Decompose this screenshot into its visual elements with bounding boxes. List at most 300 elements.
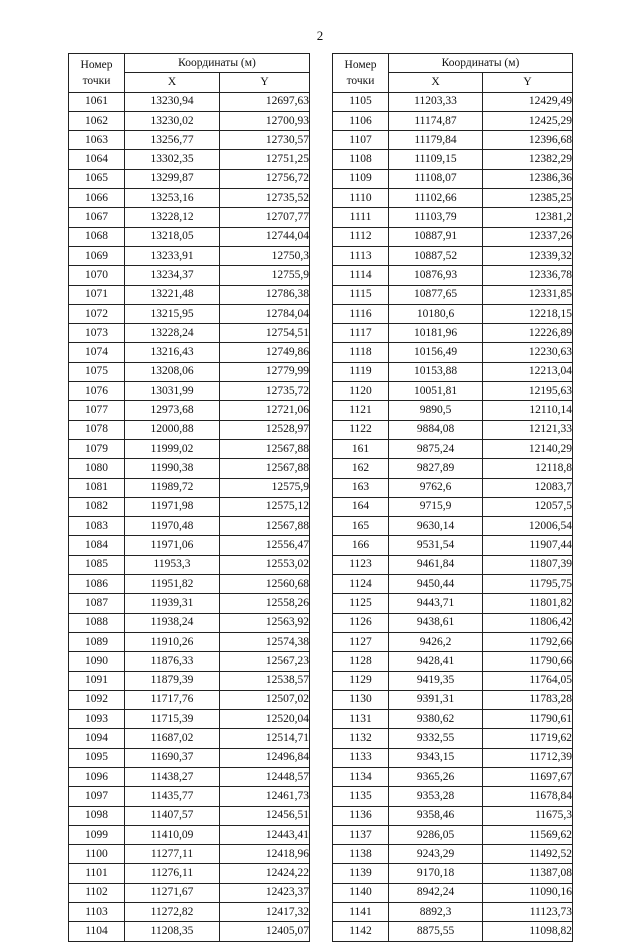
table-row [333,150,573,169]
y-coordinate-cell: 11790,61 [483,710,573,729]
x-coordinate-cell: 12000,88 [125,420,220,439]
table-row [333,652,573,671]
table-row [333,382,573,401]
table-row [69,922,310,941]
point-number-cell: 1061 [69,92,125,111]
table-row [333,169,573,188]
y-header: Y [483,73,573,92]
y-coordinate-cell: 11790,66 [483,652,573,671]
point-number-header-line2: точки [346,74,375,87]
point-number-cell: 1078 [69,420,125,439]
y-coordinate-cell: 12528,97 [220,420,310,439]
x-coordinate-cell: 8875,55 [389,922,483,941]
y-coordinate-cell: 12405,07 [220,922,310,941]
table-row [69,555,310,574]
table-row [69,594,310,613]
point-number-cell: 1082 [69,497,125,516]
y-coordinate-cell: 12337,26 [483,227,573,246]
table-row [333,710,573,729]
point-number-cell: 1122 [333,420,389,439]
point-number-cell: 1070 [69,266,125,285]
table-row [69,536,310,555]
table-row [69,517,310,536]
point-number-cell: 1064 [69,150,125,169]
table-row [69,324,310,343]
y-coordinate-cell: 12707,77 [220,208,310,227]
table-row [69,806,310,825]
x-coordinate-cell: 13234,37 [125,266,220,285]
table-row [69,671,310,690]
x-coordinate-cell: 11989,72 [125,478,220,497]
point-number-cell: 1063 [69,131,125,150]
point-number-cell: 1096 [69,767,125,786]
x-coordinate-cell: 11271,67 [125,883,220,902]
x-coordinate-cell: 9531,54 [389,536,483,555]
table-row [69,787,310,806]
y-coordinate-cell: 12423,37 [220,883,310,902]
x-coordinate-cell: 11953,3 [125,555,220,574]
point-number-cell: 1111 [333,208,389,227]
y-coordinate-cell: 12558,26 [220,594,310,613]
point-number-cell: 1114 [333,266,389,285]
table-row [69,150,310,169]
y-coordinate-cell: 12567,88 [220,439,310,458]
x-coordinate-cell: 11970,48 [125,517,220,536]
x-coordinate-cell: 13233,91 [125,246,220,265]
y-coordinate-cell: 11764,05 [483,671,573,690]
y-coordinate-cell: 12755,9 [220,266,310,285]
y-coordinate-cell: 12381,2 [483,208,573,227]
y-coordinate-cell: 12385,25 [483,189,573,208]
x-coordinate-cell: 9353,28 [389,787,483,806]
y-coordinate-cell: 11492,52 [483,845,573,864]
table-row [69,748,310,767]
y-coordinate-cell: 12461,73 [220,787,310,806]
point-number-cell: 1118 [333,343,389,362]
table-row [69,767,310,786]
x-coordinate-cell: 9890,5 [389,401,483,420]
point-number-cell: 1105 [333,92,389,111]
point-number-cell: 162 [333,459,389,478]
x-coordinate-cell: 13228,24 [125,324,220,343]
point-number-cell: 1073 [69,324,125,343]
point-number-cell: 165 [333,517,389,536]
table-row [333,362,573,381]
y-coordinate-cell: 12730,57 [220,131,310,150]
x-coordinate-cell: 13208,06 [125,362,220,381]
point-number-cell: 1089 [69,632,125,651]
y-coordinate-cell: 12083,7 [483,478,573,497]
point-number-cell: 1127 [333,632,389,651]
table-row [333,671,573,690]
table-row [69,266,310,285]
y-coordinate-cell: 12749,86 [220,343,310,362]
table-row [69,729,310,748]
x-header: X [389,73,483,92]
table-row [69,632,310,651]
table-row [69,208,310,227]
x-coordinate-cell: 13299,87 [125,169,220,188]
x-coordinate-cell: 10181,96 [389,324,483,343]
table-row [69,343,310,362]
x-coordinate-cell: 10153,88 [389,362,483,381]
y-coordinate-cell: 12382,29 [483,150,573,169]
x-coordinate-cell: 12973,68 [125,401,220,420]
y-coordinate-cell: 12331,85 [483,285,573,304]
point-number-cell: 1137 [333,825,389,844]
y-coordinate-cell: 12520,04 [220,710,310,729]
point-number-cell: 1103 [69,903,125,922]
table-row [69,459,310,478]
y-coordinate-cell: 11792,66 [483,632,573,651]
x-coordinate-cell: 9630,14 [389,517,483,536]
y-coordinate-cell: 11098,82 [483,922,573,941]
table-row [333,478,573,497]
x-coordinate-cell: 10887,52 [389,246,483,265]
x-coordinate-cell: 13221,48 [125,285,220,304]
y-coordinate-cell: 12700,93 [220,111,310,130]
point-number-cell: 1071 [69,285,125,304]
y-coordinate-cell: 12496,84 [220,748,310,767]
point-number-cell: 1076 [69,382,125,401]
point-number-cell: 1083 [69,517,125,536]
y-coordinate-cell: 11387,08 [483,864,573,883]
point-number-cell: 1121 [333,401,389,420]
x-coordinate-cell: 11876,33 [125,652,220,671]
table-row [333,304,573,323]
table-row [333,246,573,265]
x-coordinate-cell: 9461,84 [389,555,483,574]
x-coordinate-cell: 11971,98 [125,497,220,516]
y-coordinate-cell: 12230,63 [483,343,573,362]
x-coordinate-cell: 11208,35 [125,922,220,941]
y-coordinate-cell: 12417,32 [220,903,310,922]
x-coordinate-cell: 11179,84 [389,131,483,150]
x-coordinate-cell: 13230,02 [125,111,220,130]
y-coordinate-cell: 12118,8 [483,459,573,478]
y-coordinate-cell: 11090,16 [483,883,573,902]
point-number-header-line1: Номер [80,58,113,71]
point-number-cell: 1107 [333,131,389,150]
x-coordinate-cell: 10887,91 [389,227,483,246]
table-row [69,575,310,594]
x-coordinate-cell: 9450,44 [389,575,483,594]
point-number-header-line1: Номер [344,58,377,71]
point-number-cell: 1133 [333,748,389,767]
y-coordinate-cell: 11712,39 [483,748,573,767]
x-coordinate-cell: 9875,24 [389,439,483,458]
x-coordinate-cell: 11109,15 [389,150,483,169]
point-number-cell: 1085 [69,555,125,574]
y-coordinate-cell: 12575,9 [220,478,310,497]
table-row [69,189,310,208]
point-number-header [333,54,389,93]
table-row [333,285,573,304]
table-row [333,536,573,555]
point-number-cell: 1077 [69,401,125,420]
x-coordinate-cell: 10156,49 [389,343,483,362]
table-row [333,903,573,922]
point-number-header-line2: точки [82,74,111,87]
table-row [69,401,310,420]
table-row [333,227,573,246]
table-row [69,613,310,632]
coordinates-header: Координаты (м) [125,54,310,73]
point-number-cell: 1091 [69,671,125,690]
right-table-body [333,92,573,941]
point-number-cell: 1132 [333,729,389,748]
point-number-cell: 1136 [333,806,389,825]
table-row [333,883,573,902]
table-row [333,324,573,343]
x-coordinate-cell: 9243,29 [389,845,483,864]
y-coordinate-cell: 12575,12 [220,497,310,516]
x-coordinate-cell: 11272,82 [125,903,220,922]
table-row [69,478,310,497]
y-coordinate-cell: 12756,72 [220,169,310,188]
table-row [333,420,573,439]
y-coordinate-cell: 11806,42 [483,613,573,632]
x-coordinate-cell: 9332,55 [389,729,483,748]
y-header: Y [220,73,310,92]
x-coordinate-cell: 11939,31 [125,594,220,613]
y-coordinate-cell: 12507,02 [220,690,310,709]
x-coordinate-cell: 9884,08 [389,420,483,439]
point-number-cell: 1108 [333,150,389,169]
x-coordinate-cell: 9438,61 [389,613,483,632]
x-coordinate-cell: 11971,06 [125,536,220,555]
point-number-cell: 1067 [69,208,125,227]
point-number-cell: 1080 [69,459,125,478]
table-row [333,208,573,227]
x-coordinate-cell: 9762,6 [389,478,483,497]
y-coordinate-cell: 12443,41 [220,825,310,844]
table-row [333,555,573,574]
y-coordinate-cell: 11569,62 [483,825,573,844]
table-row [333,575,573,594]
y-coordinate-cell: 12514,71 [220,729,310,748]
x-coordinate-cell: 10180,6 [389,304,483,323]
x-coordinate-cell: 9391,31 [389,690,483,709]
point-number-cell: 1112 [333,227,389,246]
point-number-cell: 1065 [69,169,125,188]
x-coordinate-cell: 11108,07 [389,169,483,188]
y-coordinate-cell: 12418,96 [220,845,310,864]
x-coordinate-cell: 9419,35 [389,671,483,690]
x-coordinate-cell: 13253,16 [125,189,220,208]
point-number-cell: 1079 [69,439,125,458]
y-coordinate-cell: 12744,04 [220,227,310,246]
y-coordinate-cell: 12784,04 [220,304,310,323]
table-row [333,111,573,130]
x-coordinate-cell: 11103,79 [389,208,483,227]
y-coordinate-cell: 11795,75 [483,575,573,594]
x-coordinate-cell: 10876,93 [389,266,483,285]
point-number-cell: 1106 [333,111,389,130]
point-number-cell: 1066 [69,189,125,208]
point-number-cell: 1120 [333,382,389,401]
x-coordinate-cell: 10051,81 [389,382,483,401]
table-row [69,420,310,439]
point-number-cell: 1072 [69,304,125,323]
left-table-body [69,92,310,941]
point-number-cell: 1140 [333,883,389,902]
y-coordinate-cell: 12779,99 [220,362,310,381]
x-coordinate-cell: 13256,77 [125,131,220,150]
x-coordinate-cell: 11435,77 [125,787,220,806]
y-coordinate-cell: 12110,14 [483,401,573,420]
x-coordinate-cell: 11277,11 [125,845,220,864]
point-number-cell: 1123 [333,555,389,574]
x-coordinate-cell: 13230,94 [125,92,220,111]
point-number-cell: 1109 [333,169,389,188]
x-coordinate-cell: 11276,11 [125,864,220,883]
point-number-cell: 1084 [69,536,125,555]
table-row [333,690,573,709]
table-row [333,729,573,748]
point-number-cell: 1117 [333,324,389,343]
point-number-cell: 1068 [69,227,125,246]
point-number-cell: 1115 [333,285,389,304]
x-coordinate-cell: 9428,41 [389,652,483,671]
point-number-cell: 1116 [333,304,389,323]
y-coordinate-cell: 12750,3 [220,246,310,265]
x-coordinate-cell: 9343,15 [389,748,483,767]
table-row [69,362,310,381]
point-number-cell: 1129 [333,671,389,690]
point-number-cell: 161 [333,439,389,458]
point-number-cell: 166 [333,536,389,555]
y-coordinate-cell: 12574,38 [220,632,310,651]
y-coordinate-cell: 12386,36 [483,169,573,188]
x-coordinate-cell: 13215,95 [125,304,220,323]
point-number-cell: 1119 [333,362,389,381]
y-coordinate-cell: 12721,06 [220,401,310,420]
x-coordinate-cell: 9715,9 [389,497,483,516]
y-coordinate-cell: 12786,38 [220,285,310,304]
coordinates-table-left [68,53,310,942]
x-coordinate-cell: 11687,02 [125,729,220,748]
table-row [69,883,310,902]
point-number-cell: 1069 [69,246,125,265]
table-row [69,825,310,844]
table-row [333,806,573,825]
page-number: 2 [316,28,324,43]
y-coordinate-cell: 12339,32 [483,246,573,265]
y-coordinate-cell: 12218,15 [483,304,573,323]
table-row [333,439,573,458]
y-coordinate-cell: 11801,82 [483,594,573,613]
x-coordinate-cell: 9358,46 [389,806,483,825]
y-coordinate-cell: 12336,78 [483,266,573,285]
y-coordinate-cell: 12195,63 [483,382,573,401]
point-number-cell: 1113 [333,246,389,265]
table-row [333,517,573,536]
point-number-cell: 1074 [69,343,125,362]
point-number-cell: 1102 [69,883,125,902]
point-number-cell: 1086 [69,575,125,594]
x-coordinate-cell: 11410,09 [125,825,220,844]
table-row [69,227,310,246]
table-row [333,189,573,208]
table-row [69,845,310,864]
table-row [69,304,310,323]
point-number-cell: 1125 [333,594,389,613]
x-coordinate-cell: 11717,76 [125,690,220,709]
y-coordinate-cell: 12563,92 [220,613,310,632]
y-coordinate-cell: 11678,84 [483,787,573,806]
point-number-cell: 1126 [333,613,389,632]
table-row [333,787,573,806]
y-coordinate-cell: 12140,29 [483,439,573,458]
point-number-cell: 1124 [333,575,389,594]
x-coordinate-cell: 8942,24 [389,883,483,902]
y-coordinate-cell: 12429,49 [483,92,573,111]
table-row [333,825,573,844]
point-number-cell: 1090 [69,652,125,671]
point-number-cell: 1099 [69,825,125,844]
table-row [333,401,573,420]
table-row [69,92,310,111]
table-row [333,922,573,941]
point-number-cell: 1110 [333,189,389,208]
point-number-cell: 1075 [69,362,125,381]
x-coordinate-cell: 8892,3 [389,903,483,922]
y-coordinate-cell: 11807,39 [483,555,573,574]
table-row [333,748,573,767]
point-number-cell: 163 [333,478,389,497]
point-number-cell: 1135 [333,787,389,806]
x-coordinate-cell: 9170,18 [389,864,483,883]
y-coordinate-cell: 11675,3 [483,806,573,825]
point-number-cell: 1095 [69,748,125,767]
table-row [69,285,310,304]
y-coordinate-cell: 12735,52 [220,189,310,208]
table-row [333,613,573,632]
table-row [69,439,310,458]
y-coordinate-cell: 12424,22 [220,864,310,883]
coordinates-header: Координаты (м) [389,54,573,73]
point-number-header [69,54,125,93]
table-row [333,767,573,786]
y-coordinate-cell: 12754,51 [220,324,310,343]
point-number-cell: 1142 [333,922,389,941]
x-coordinate-cell: 11203,33 [389,92,483,111]
point-number-cell: 1097 [69,787,125,806]
y-coordinate-cell: 12735,72 [220,382,310,401]
x-coordinate-cell: 11879,39 [125,671,220,690]
point-number-cell: 1093 [69,710,125,729]
y-coordinate-cell: 12006,54 [483,517,573,536]
table-row [333,343,573,362]
x-coordinate-cell: 9365,26 [389,767,483,786]
table-row [69,903,310,922]
point-number-cell: 164 [333,497,389,516]
table-row [333,632,573,651]
y-coordinate-cell: 12560,68 [220,575,310,594]
table-row [333,266,573,285]
y-coordinate-cell: 12553,02 [220,555,310,574]
x-coordinate-cell: 13216,43 [125,343,220,362]
table-row [333,459,573,478]
table-row [69,169,310,188]
x-coordinate-cell: 13302,35 [125,150,220,169]
point-number-cell: 1139 [333,864,389,883]
x-coordinate-cell: 10877,65 [389,285,483,304]
y-coordinate-cell: 12396,68 [483,131,573,150]
table-row [333,594,573,613]
table-row [333,131,573,150]
